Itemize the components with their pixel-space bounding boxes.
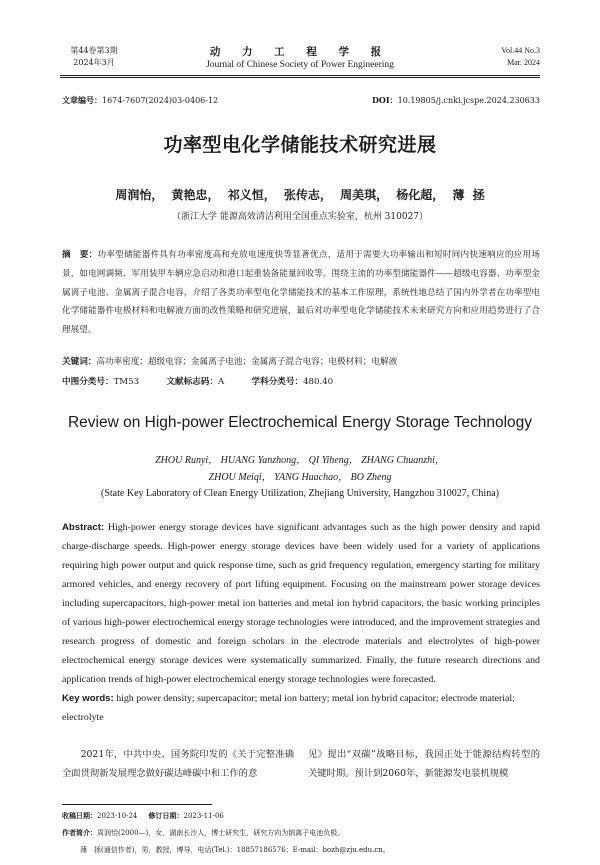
header-rule <box>60 75 540 76</box>
authors-en-line2: ZHOU Meiqi， YANG Huachao， BO Zheng <box>208 472 392 483</box>
body-right-column: 见》提出“双碳”战略目标，我国正处于能源结构转型的关键时期。预计到2060年，新能源发电装机规模 <box>308 749 540 779</box>
revised-date: 2023-11-06 <box>183 812 224 820</box>
abstract-cn-label: 摘 要： <box>62 250 98 260</box>
keywords-cn-text: 高功率密度；超级电容；金属离子电池；金属离子混合电容；电极材料；电解液 <box>96 357 398 367</box>
volume-en: Vol.44 No.3 <box>501 46 540 55</box>
date-cn: 2024年3月 <box>73 58 115 67</box>
title-cn: 功率型电化学储能技术研究进展 <box>163 134 437 156</box>
journal-title-en: Journal of Chinese Society of Power Engineering <box>206 60 394 70</box>
clc-value: TM53 <box>113 377 140 387</box>
keywords-en-label: Key words: <box>62 693 114 704</box>
received-date: 2023-10-24 <box>97 812 138 820</box>
abstract-en-text: High-power energy storage devices have significant advantages such as the high power density and rapid charge-discharge speeds. High-power energy storage devices have been widely used for a variety of applications requiring high power output and quick response time, such as grid frequency regulation, emergency starting for military armored vehicles, and energy recovery of port lifting equipment. Focusing on the mainstream power storage devices including supercapacitors, high-power metal ion batteries and metal ion hybrid capacitors, the basic working principles of various high-power electrochemical energy storage technologies were introduced, and the improvement strategies and research progress of domestic and foreign scholars in the electrode materials and electrolytes of high-power electrochemical energy storage devices were systematically summarized. Finally, the future research directions and application trends of high-power electrochemical energy storage technologies were forecasted. <box>62 522 540 685</box>
affiliation-en: (State Key Laboratory of Clean Energy Utilization, Zhejiang University, Hangzhou 310027, China) <box>101 488 499 499</box>
classification-line <box>62 373 540 391</box>
article-number <box>62 95 218 106</box>
doi-label: DOI： <box>371 95 398 105</box>
doc-code-value: A <box>217 377 225 387</box>
article-meta <box>62 95 540 106</box>
date-en: Mar. 2024 <box>507 58 540 67</box>
clc-label: 中图分类号： <box>62 377 114 387</box>
doi-value: 10.19805/j.cnki.jcspe.2024.230633 <box>397 96 540 105</box>
abstract-en-label: Abstract: <box>62 522 105 533</box>
abstract-cn <box>62 246 540 340</box>
authors-cn: 周润怡， 黄艳忠， 祁义恒， 张传志， 周美琪， 杨化超， 薄 拯 <box>115 188 485 202</box>
article-number-label: 文章编号： <box>62 95 102 105</box>
article-number-value: 1674-7607(2024)03-0406-12 <box>102 96 219 105</box>
title-en: Review on High-power Electrochemical Energy Storage Technology <box>67 414 533 431</box>
header-rule-thin <box>60 77 540 78</box>
header-volume-cn <box>62 45 126 69</box>
received-label: 收稿日期： <box>62 812 97 820</box>
author-bio-text: 周润怡(2000—)，女，湖南长沙人，博士研究生，研究方向为钠离子电池负极。 <box>97 829 345 837</box>
header-volume-en <box>501 45 540 69</box>
header-journal <box>170 45 430 72</box>
dates-line <box>62 808 540 825</box>
keywords-en <box>62 689 540 727</box>
affiliation-cn: （浙江大学 能源高效清洁利用全国重点实验室，杭州 310027） <box>171 212 429 222</box>
author-bio-label: 作者简介： <box>62 829 97 837</box>
authors-en-line1: ZHOU Runyi， HUANG Yanzhong， QI Yiheng， ZHANG Chuanzhi， <box>155 455 445 466</box>
doc-code-label: 文献标志码： <box>166 377 218 387</box>
doi <box>372 95 540 106</box>
revised-label: 修订日期： <box>148 812 184 820</box>
footnotes <box>62 808 540 859</box>
keywords-cn-label: 关键词： <box>62 357 97 367</box>
footnote-rule <box>62 804 212 805</box>
keywords-en-text: high power density; supercapacitor; metal ion battery; metal ion hybrid capacitor; electrode material; electrolyte <box>62 693 515 723</box>
corresponding-author: 薄 拯(通信作者)，男，教授，博导，电话(Tel.)：18857186576；E-mail：bozh@zju.edu.cn。 <box>80 846 390 854</box>
subject-label: 学科分类号： <box>251 377 304 387</box>
subject-value: 480.40 <box>303 377 334 387</box>
keywords-cn <box>62 353 540 371</box>
abstract-en <box>62 518 540 689</box>
authors-en <box>90 452 510 486</box>
volume-cn: 第44卷第3期 <box>70 46 118 55</box>
abstract-cn-text: 功率型储能器件具有功率密度高和充放电速度快等显著优点，适用于需要大功率输出和短时间内快速响应的应用场景，如电网调频、军用装甲车辆应急启动和港口起重装备能量回收等。围绕主流的功率型储能器件——超级电容器、功率型金属离子电池、金属离子混合电容，介绍了各类功率型电化学储能技术的基本工作原理，系统性地总结了国内外学者在功率型电化学储能器件电极材料和电解液方面的改性策略和研究进展，最后对功率型电化学储能技术未来研究方向和应用趋势进行了合理展望。 <box>62 250 540 336</box>
journal-title-cn: 动 力 工 程 学 报 <box>209 46 391 58</box>
body-left-column: 2021年，中共中央、国务院印发的《关于完整准确全面贯彻新发展理念做好碳达峰碳中和工作的意 <box>62 749 294 779</box>
author-bio <box>62 825 540 842</box>
